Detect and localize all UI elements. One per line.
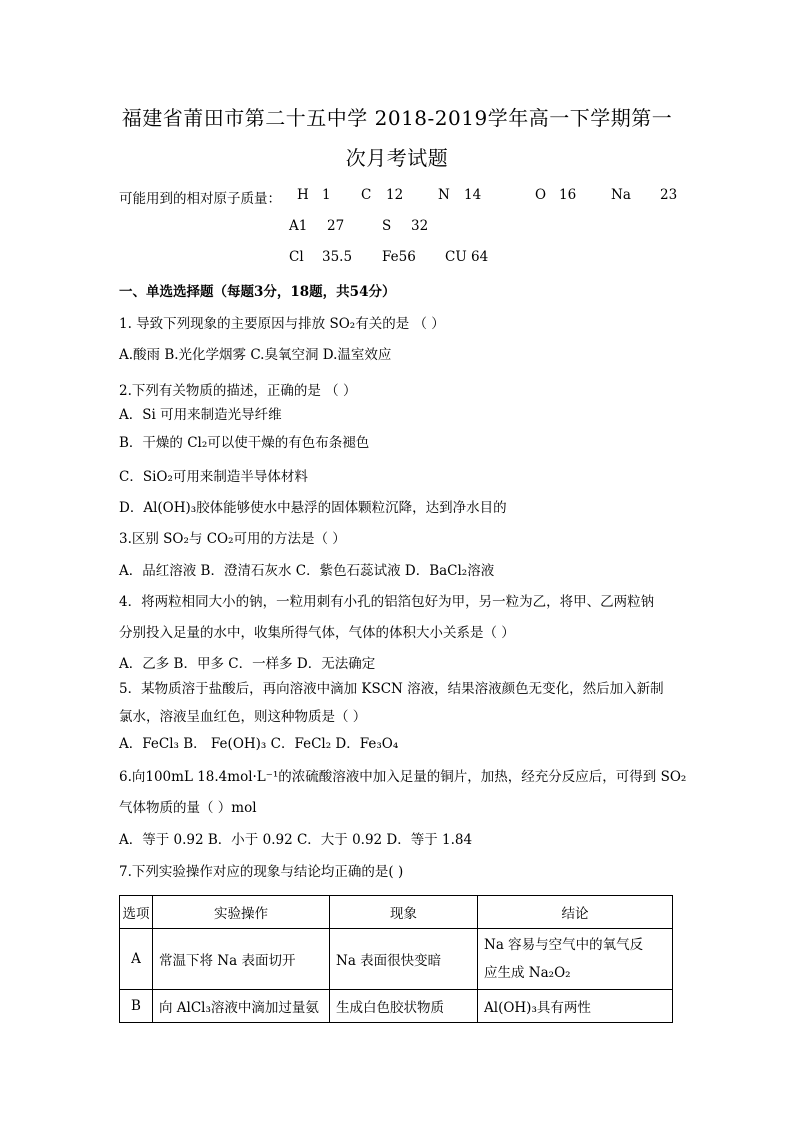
- atomic-mass-cu-val: 64: [471, 249, 489, 265]
- atomic-mass-o-val: 16: [559, 187, 577, 203]
- atomic-mass-s-val: 32: [411, 218, 429, 234]
- q2-stem: 2.下列有关物质的描述，正确的是 （ ）: [119, 383, 357, 399]
- table-header-cell: 实验操作: [153, 896, 330, 929]
- atomic-mass-h-el: H: [297, 187, 309, 203]
- atomic-mass-na-val: 23: [660, 187, 678, 203]
- table-cell-phenomenon: 生成白色胶状物质: [330, 990, 478, 1023]
- experiment-table: [119, 895, 673, 1023]
- atomic-mass-h-val: 1: [322, 187, 331, 203]
- q5-line2: 氯水，溶液呈血红色，则这种物质是（ ）: [119, 709, 367, 725]
- q3-stem: 3.区别 SO₂与 CO₂可用的方法是（ ）: [119, 531, 346, 547]
- q2-option-c: C．SiO₂可用来制造半导体材料: [119, 469, 308, 485]
- atomic-mass-label: 可能用到的相对原子质量：: [119, 191, 281, 207]
- q5-options: A．FeCl₃ B． Fe(OH)₃ C．FeCl₂ D．Fe₃O₄: [119, 736, 399, 752]
- atomic-mass-s-el: S: [382, 218, 392, 234]
- exam-title-line1: 福建省莆田市第二十五中学 2018-2019学年高一下学期第一: [121, 106, 673, 130]
- table-header-cell: 结论: [478, 896, 673, 929]
- q2-option-a: A．Si 可用来制造光导纤维: [119, 407, 282, 423]
- q6-line1: 6.向100mL 18.4mol·L⁻¹的浓硫酸溶液中加入足量的铜片，加热，经充分反应后，可得到 SO₂: [119, 769, 687, 785]
- table-header-cell: 现象: [330, 896, 478, 929]
- atomic-mass-n-val: 14: [464, 187, 482, 203]
- q6-options: A．等于 0.92 B．小于 0.92 C．大于 0.92 D．等于 1.84: [119, 832, 473, 848]
- q1-options: A.酸雨 B.光化学烟雾 C.臭氧空洞 D.温室效应: [119, 347, 392, 363]
- atomic-mass-al-val: 27: [327, 218, 345, 234]
- atomic-mass-o-el: O: [535, 187, 547, 203]
- conclusion-line2: 应生成 Na₂O₂: [484, 965, 571, 981]
- table-cell-phenomenon: Na 表面很快变暗: [330, 929, 478, 990]
- atomic-mass-cu-el: CU: [445, 249, 467, 265]
- table-header-cell: 选项: [120, 896, 153, 929]
- atomic-mass-fe-el: Fe56: [382, 249, 416, 265]
- q7-stem: 7.下列实验操作对应的现象与结论均正确的是( ): [119, 864, 404, 880]
- q3-options: A．品红溶液 B．澄清石灰水 C．紫色石蕊试液 D．BaCl₂溶液: [119, 563, 495, 579]
- atomic-mass-na-el: Na: [611, 187, 631, 203]
- q2-option-b: B．干燥的 Cl₂可以使干燥的有色布条褪色: [119, 435, 370, 451]
- table-cell-option: A: [120, 929, 153, 990]
- q5-line1: 5．某物质溶于盐酸后，再向溶液中滴加 KSCN 溶液，结果溶液颜色无变化，然后加入新制: [119, 681, 664, 697]
- table-cell-operation: 常温下将 Na 表面切开: [153, 929, 330, 990]
- table-cell-option: B: [120, 990, 153, 1023]
- table-cell-operation: 向 AlCl₃溶液中滴加过量氨: [153, 990, 330, 1023]
- q6-line2: 气体物质的量（ ）mol: [119, 800, 257, 816]
- table-cell-conclusion: [478, 929, 673, 990]
- atomic-mass-n-el: N: [438, 187, 450, 203]
- table-row: [120, 929, 673, 990]
- q1-stem: 1. 导致下列现象的主要原因与排放 SO₂有关的是 （ ）: [119, 316, 445, 332]
- atomic-mass-c-val: 12: [386, 187, 404, 203]
- atomic-mass-cl-el: Cl: [289, 249, 304, 265]
- section-heading: 一、单选选择题（每题3分，18题，共54分）: [119, 284, 396, 300]
- atomic-mass-c-el: C: [361, 187, 372, 203]
- q4-options: A．乙多 B．甲多 C．一样多 D．无法确定: [119, 656, 376, 672]
- atomic-mass-al-el: A1: [289, 218, 308, 234]
- exam-title-line2: 次月考试题: [345, 146, 449, 170]
- q2-option-d: D．Al(OH)₃胶体能够使水中悬浮的固体颗粒沉降，达到净水目的: [119, 500, 507, 516]
- q4-line2: 分别投入足量的水中，收集所得气体，气体的体积大小关系是（ ）: [119, 625, 515, 641]
- q4-line1: 4．将两粒相同大小的钠，一粒用刺有小孔的铝箔包好为甲，另一粒为乙，将甲、乙两粒钠: [119, 594, 655, 610]
- conclusion-line1: Na 容易与空气中的氧气反: [484, 937, 644, 953]
- table-row: [120, 990, 673, 1023]
- table-cell-conclusion: Al(OH)₃具有两性: [478, 990, 673, 1023]
- table-header-row: [120, 896, 673, 929]
- atomic-mass-cl-val: 35.5: [322, 249, 353, 265]
